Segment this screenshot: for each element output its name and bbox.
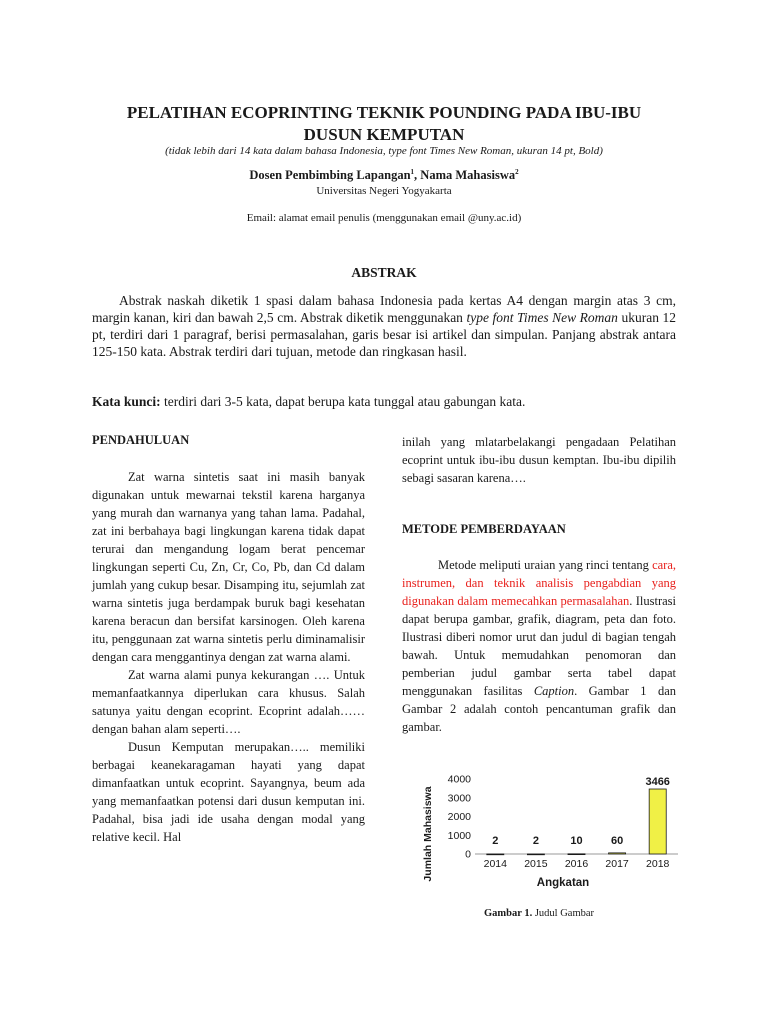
caption-label: Gambar 1. [483,908,533,919]
intro-paragraph-3: Dusun Kemputan merupakan….. memiliki berbagai keanekaragaman hayati yang dapat dimanfaatkan untuk ecoprint. Sayangnya, beum ada yang memanfaatkan potensi dari dusun kemputan ini. Padahal, bisa jadi ide usaha dengan modal yang relative kecil. Hal [92,740,365,844]
method-text-b: . Ilustrasi dapat berupa gambar, grafik, diagram, peta dan foto. Ilustrasi diberi nomor urut dan judul di bagian tengah bawah. Untuk memudahkan penomoran dan pemberian judul gambar serta tabel dapat menggunakan fasilitas [402,594,676,698]
bar [487,854,504,855]
intro-paragraph-2: Zat warna alami punya kekurangan …. Untuk memanfaatkannya diperlukan cara khusus. Salah satunya yaitu dengan ecoprint. Ecoprint adalah…… dengan bahan alam seperti…. [92,668,365,736]
method-text-c: . Gambar 1 dan Gambar 2 adalah contoh pencantuman grafik dan gambar. [402,684,677,734]
author-separator: , [414,168,421,183]
x-axis-label: Angkatan [536,877,590,889]
student-count-bar-chart [415,768,695,896]
x-tick-label: 2018 [646,858,670,870]
chart-plot-area [448,774,678,871]
abstract-heading: ABSTRAK [351,265,417,280]
intro-paragraph-1: Zat warna sintetis saat ini masih banyak digunakan untuk mewarnai tekstil karena harganya yang murah dan warnanya yang tahan lama. Padahal, zat ini berbahaya bagi lingkungan karena tidak dapat terurai dan mengandung logam berat pencemar lingkungan seperti Cu, Zn, Cr, Co, Pb, dan Cd dalam jumlah yang cukup besar. Disamping itu, sejumlah zat warna sintetis juga berdampak buruk bagi kesehatan karena beracun dan bersifat karsinogen. Oleh karena itu, penggunaan zat warna sintetis perlu diminamalisir dengan cara menggantinya dengan zat warna alami. [92,470,365,664]
title-line-2: DUSUN KEMPUTAN [303,125,465,144]
data-label: 10 [570,835,583,847]
abstract-text-2: ukuran 12 pt, terdiri dari 1 paragraf, berisi permasalahan, garis besar isi artikel dan simpulan. Panjang abstrak antara 125-150 kata. Abstrak terdiri dari tujuan, metode dan ringkasan hasil. [92,310,676,359]
author-1-sup: 1 [410,168,415,176]
method-paragraph [402,556,676,736]
intro-heading: PENDAHULUAN [92,433,190,447]
keywords [92,394,676,410]
bar [527,854,544,855]
abstract-text-italic: type font Times New Roman [466,310,618,325]
data-label: 60 [610,835,624,847]
title-line-1: PELATIHAN ECOPRINTING TEKNIK POUNDING PADA IBU-IBU [126,103,642,122]
x-tick-label: 2016 [564,858,589,870]
method-heading: METODE PEMBERDAYAAN [402,522,566,536]
method-column [402,556,676,736]
email-line: Email: alamat email penulis (menggunakan email @uny.ac.id) [246,212,522,224]
method-text-a: Metode meliputi uraian yang rinci tentang [438,558,653,572]
y-tick-label: 4000 [447,773,471,786]
bar [568,854,585,855]
abstract-text-1: Abstrak naskah diketik 1 spasi dalam bahasa Indonesia pada kertas A4 dengan margin atas 3 cm, margin kanan, kiri dan bawah 2,5 cm. Abstrak diketik menggunakan [92,293,676,325]
x-tick-label: 2015 [524,858,548,870]
affiliation: Universitas Negeri Yogyakarta [316,185,452,197]
y-tick-label: 3000 [447,792,471,805]
data-label: 2 [532,835,539,847]
method-text-italic: Caption [533,684,575,698]
bar [609,853,626,854]
title-note: (tidak lebih dari 14 kata dalam bahasa Indonesia, type font Times New Roman, ukuran 14 pt, Bold) [165,145,603,157]
x-tick-label: 2014 [483,858,507,870]
y-tick-label: 1000 [447,829,471,842]
intro-continuation [402,433,676,487]
author-line [60,168,708,183]
data-label: 2 [492,835,499,847]
intro-column [92,468,365,846]
y-axis-label: Jumlah Mahasiswa [422,786,434,882]
x-tick-label: 2017 [605,858,629,870]
intro-paragraph-4: inilah yang mlatarbelakangi pengadaan Pelatihan ecoprint untuk ibu-ibu dusun kemptan. Ibu-ibu dipilih sebagi sasaran karena…. [402,435,676,485]
keywords-label: Kata kunci: [92,394,161,409]
caption-text: Judul Gambar [532,908,595,919]
author-1: Dosen Pembimbing Lapangan [249,168,411,183]
abstract-body [92,292,676,360]
figure-caption [402,908,676,919]
y-tick-label: 0 [465,848,471,861]
keywords-text: terdiri dari 3-5 kata, dapat berupa kata tunggal atau gabungan kata. [160,394,526,409]
bar [649,789,666,854]
y-tick-label: 2000 [447,811,471,823]
author-2: Nama Mahasiswa [420,168,516,183]
method-text-red: cara, instrumen, dan teknik analisis pengabdian yang digunakan dalam memecahkan permasalahan [402,558,676,608]
data-label: 3466 [645,776,670,789]
author-2-sup: 2 [515,168,519,176]
paper-title [60,102,708,146]
